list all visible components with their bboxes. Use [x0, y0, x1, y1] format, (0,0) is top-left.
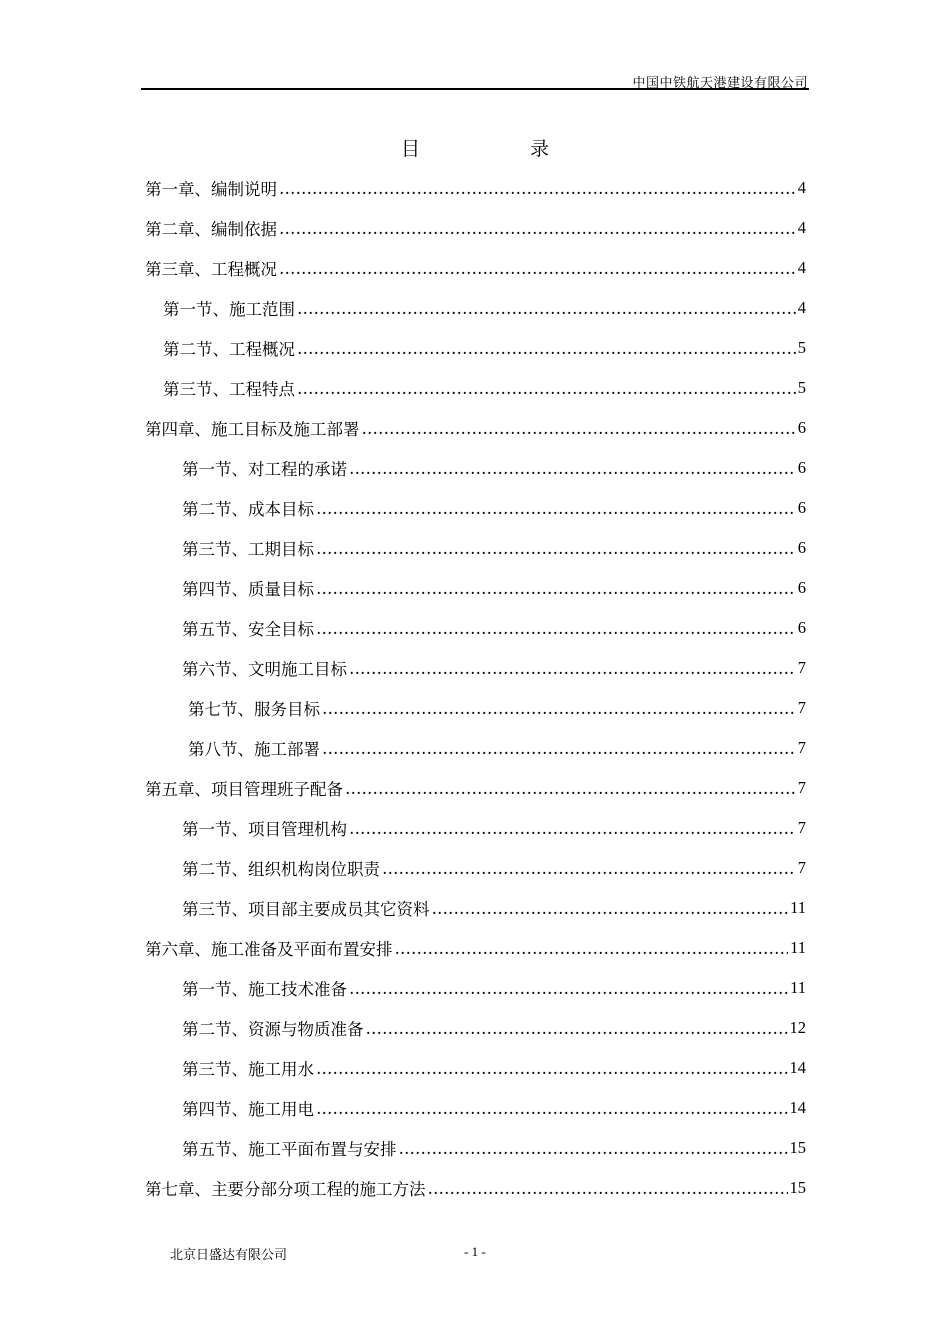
toc-leader-dots — [428, 1179, 788, 1198]
toc-leader-dots — [322, 699, 796, 718]
toc-entry-label: 第一章、编制说明 — [145, 180, 277, 199]
toc-entry-page: 4 — [797, 298, 806, 317]
toc-entry[interactable] — [145, 248, 806, 288]
toc-leader-dots — [316, 1059, 788, 1078]
toc-entry-page: 7 — [797, 858, 806, 877]
toc-entry-page: 15 — [789, 1138, 806, 1157]
toc-leader-dots — [349, 979, 788, 998]
toc-entry[interactable] — [145, 208, 806, 248]
toc-entry-page: 11 — [790, 938, 806, 957]
footer-company: 北京日盛达有限公司 — [170, 1248, 288, 1263]
toc-entry-page: 7 — [797, 738, 806, 757]
toc-entry-label: 第二节、资源与物质准备 — [182, 1020, 364, 1039]
toc-leader-dots — [349, 459, 796, 478]
toc-entry-page: 4 — [797, 258, 806, 277]
toc-leader-dots — [399, 1139, 788, 1158]
toc-leader-dots — [279, 179, 796, 198]
toc-entry-page: 4 — [797, 218, 806, 237]
toc-entry-label: 第二节、组织机构岗位职责 — [182, 860, 380, 879]
toc-leader-dots — [345, 779, 796, 798]
toc-entry-page: 7 — [797, 778, 806, 797]
toc-entry-page: 6 — [797, 578, 806, 597]
toc-leader-dots — [297, 339, 796, 358]
toc-entry[interactable] — [182, 448, 806, 488]
toc-entry[interactable] — [182, 1088, 806, 1128]
toc-leader-dots — [322, 739, 796, 758]
toc-entry[interactable] — [182, 568, 806, 608]
toc-entry[interactable] — [163, 368, 806, 408]
toc-entry[interactable] — [188, 728, 806, 768]
toc-entry-page: 15 — [789, 1178, 806, 1197]
toc-entry-page: 6 — [797, 618, 806, 637]
toc-entry-label: 第三节、项目部主要成员其它资料 — [182, 900, 430, 919]
toc-leader-dots — [316, 499, 796, 518]
toc-entry[interactable] — [182, 528, 806, 568]
toc-entry[interactable] — [182, 1008, 806, 1048]
toc-entry-label: 第二节、工程概况 — [163, 340, 295, 359]
toc-entry[interactable] — [188, 688, 806, 728]
toc-entry-page: 6 — [797, 418, 806, 437]
toc-entry-page: 7 — [797, 698, 806, 717]
toc-entry-label: 第二节、成本目标 — [182, 500, 314, 519]
toc-entry[interactable] — [182, 488, 806, 528]
toc-entry-label: 第七章、主要分部分项工程的施工方法 — [145, 1180, 426, 1199]
toc-leader-dots — [316, 1099, 788, 1118]
toc-entry-label: 第一节、施工范围 — [163, 300, 295, 319]
toc-entry-page: 5 — [797, 378, 806, 397]
toc-entry[interactable] — [182, 888, 806, 928]
toc-entry-page: 5 — [797, 338, 806, 357]
toc-leader-dots — [432, 899, 789, 918]
toc-entry-label: 第五节、安全目标 — [182, 620, 314, 639]
toc-entry-page: 14 — [789, 1058, 806, 1077]
toc-entry-label: 第六节、文明施工目标 — [182, 660, 347, 679]
toc-entry[interactable] — [182, 1048, 806, 1088]
toc-leader-dots — [349, 659, 796, 678]
toc-entry-page: 6 — [797, 498, 806, 517]
header-rule — [141, 88, 809, 90]
toc-entry[interactable] — [163, 328, 806, 368]
toc-entry-label: 第二章、编制依据 — [145, 220, 277, 239]
toc-leader-dots — [279, 219, 796, 238]
toc-entry[interactable] — [182, 968, 806, 1008]
toc-entry[interactable] — [182, 608, 806, 648]
toc-leader-dots — [349, 819, 796, 838]
toc-title-char-2: 录 — [530, 138, 550, 160]
header-company: 中国中铁航天港建设有限公司 — [632, 76, 808, 91]
toc-entry-label: 第五节、施工平面布置与安排 — [182, 1140, 397, 1159]
toc-entry-label: 第三节、施工用水 — [182, 1060, 314, 1079]
footer-page-number: - 1 - — [464, 1244, 486, 1259]
toc-entry-page: 6 — [797, 458, 806, 477]
toc-leader-dots — [316, 579, 796, 598]
toc-entry[interactable] — [163, 288, 806, 328]
toc-entry[interactable] — [145, 1168, 806, 1208]
toc-leader-dots — [382, 859, 796, 878]
toc-entry[interactable] — [145, 408, 806, 448]
toc-entry-label: 第一节、对工程的承诺 — [182, 460, 347, 479]
toc-entry[interactable] — [182, 808, 806, 848]
toc-entry-page: 7 — [797, 818, 806, 837]
toc-leader-dots — [362, 419, 796, 438]
toc-title — [0, 134, 950, 161]
toc-entry-label: 第五章、项目管理班子配备 — [145, 780, 343, 799]
toc-leader-dots — [279, 259, 796, 278]
toc-entry-label: 第六章、施工准备及平面布置安排 — [145, 940, 393, 959]
toc-leader-dots — [395, 939, 789, 958]
toc-entry-label: 第一节、施工技术准备 — [182, 980, 347, 999]
toc-entry-label: 第三节、工期目标 — [182, 540, 314, 559]
toc-entry-page: 14 — [789, 1098, 806, 1117]
toc-entry-label: 第七节、服务目标 — [188, 700, 320, 719]
toc-entry[interactable] — [182, 1128, 806, 1168]
toc-entry-page: 11 — [790, 978, 806, 997]
toc-entry-label: 第三章、工程概况 — [145, 260, 277, 279]
toc-entry-label: 第四节、施工用电 — [182, 1100, 314, 1119]
toc-entry-page: 7 — [797, 658, 806, 677]
toc-leader-dots — [297, 379, 796, 398]
toc-entry-label: 第一节、项目管理机构 — [182, 820, 347, 839]
toc-entry[interactable] — [182, 848, 806, 888]
toc-entry-page: 12 — [789, 1018, 806, 1037]
toc-entry[interactable] — [182, 648, 806, 688]
toc-entry-page: 11 — [790, 898, 806, 917]
toc-entry-page: 6 — [797, 538, 806, 557]
toc-entry-label: 第四章、施工目标及施工部署 — [145, 420, 360, 439]
toc-entry[interactable] — [145, 768, 806, 808]
toc-entry-page: 4 — [797, 178, 806, 197]
toc-entry-label: 第三节、工程特点 — [163, 380, 295, 399]
toc-leader-dots — [316, 619, 796, 638]
toc-leader-dots — [366, 1019, 788, 1038]
toc-leader-dots — [316, 539, 796, 558]
toc-entry[interactable] — [145, 928, 806, 968]
toc-entry-label: 第八节、施工部署 — [188, 740, 320, 759]
toc-entry[interactable] — [145, 168, 806, 208]
toc-title-char-1: 目 — [400, 138, 420, 160]
toc-leader-dots — [297, 299, 796, 318]
toc-entry-label: 第四节、质量目标 — [182, 580, 314, 599]
